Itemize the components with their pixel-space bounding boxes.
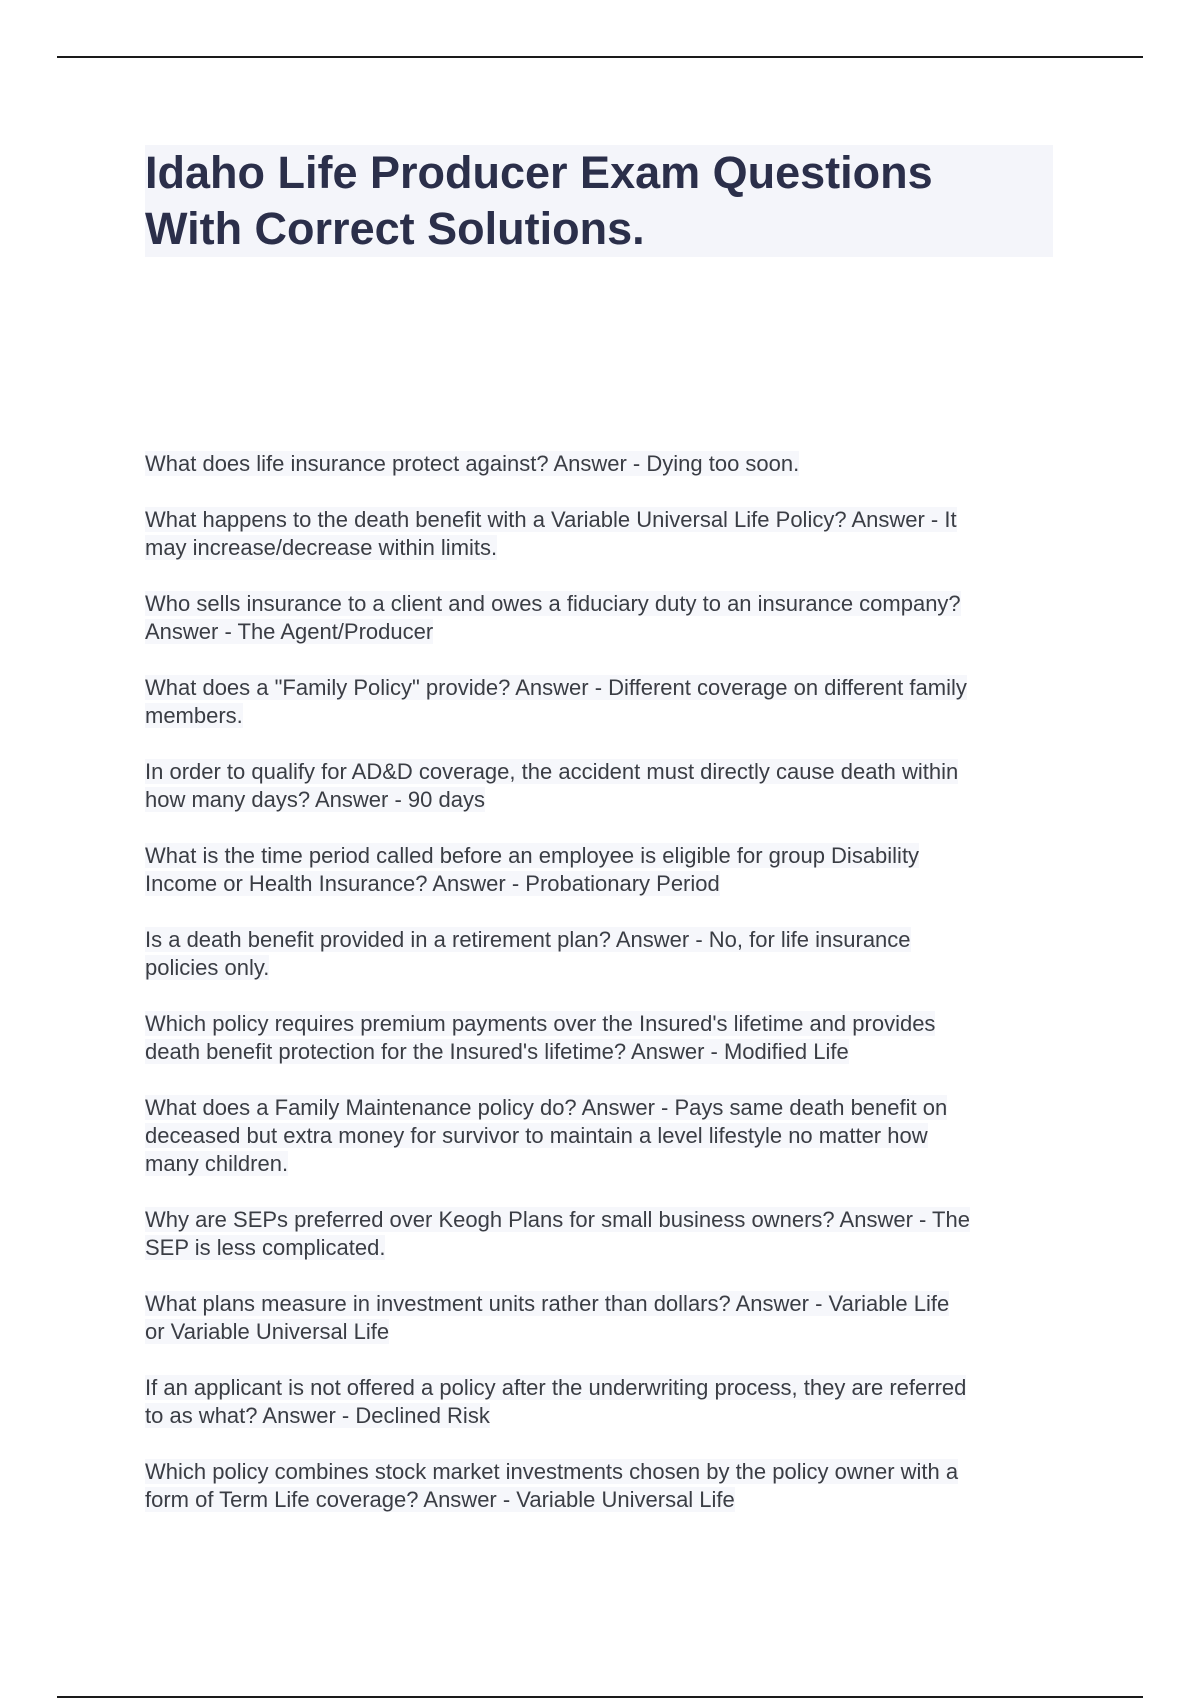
qa-line: Who sells insurance to a client and owes a fiduciary duty to an insurance company? bbox=[145, 591, 961, 616]
qa-line: What does a Family Maintenance policy do? Answer - Pays same death benefit on bbox=[145, 1095, 948, 1120]
qa-line: deceased but extra money for survivor to maintain a level lifestyle no matter how bbox=[145, 1123, 928, 1148]
qa-line: What plans measure in investment units rather than dollars? Answer - Variable Life bbox=[145, 1291, 950, 1316]
qa-line: Which policy combines stock market investments chosen by the policy owner with a bbox=[145, 1459, 959, 1484]
qa-line: how many days? Answer - 90 days bbox=[145, 787, 485, 812]
qa-line: In order to qualify for AD&D coverage, the accident must directly cause death within bbox=[145, 759, 959, 784]
qa-item bbox=[145, 1374, 1065, 1430]
qa-line: Answer - The Agent/Producer bbox=[145, 619, 434, 644]
qa-line: or Variable Universal Life bbox=[145, 1319, 390, 1344]
title-line-1: Idaho Life Producer Exam Questions bbox=[145, 147, 933, 198]
qa-line: members. bbox=[145, 703, 243, 728]
qa-line: What does life insurance protect against? Answer - Dying too soon. bbox=[145, 451, 800, 476]
qa-item bbox=[145, 842, 1065, 898]
qa-item bbox=[145, 758, 1065, 814]
qa-line: Income or Health Insurance? Answer - Probationary Period bbox=[145, 871, 720, 896]
qa-line: many children. bbox=[145, 1151, 289, 1176]
qa-item bbox=[145, 1206, 1065, 1262]
qa-item bbox=[145, 1094, 1065, 1178]
qa-line: to as what? Answer - Declined Risk bbox=[145, 1403, 490, 1428]
qa-line: What is the time period called before an employee is eligible for group Disability bbox=[145, 843, 920, 868]
qa-item bbox=[145, 1290, 1065, 1346]
title-block bbox=[145, 145, 1053, 257]
qa-item bbox=[145, 590, 1065, 646]
qa-line: Is a death benefit provided in a retirement plan? Answer - No, for life insurance bbox=[145, 927, 911, 952]
qa-item bbox=[145, 506, 1065, 562]
title-line-2: With Correct Solutions. bbox=[145, 203, 645, 254]
bottom-rule bbox=[57, 1696, 1143, 1698]
qa-item bbox=[145, 674, 1065, 730]
qa-item bbox=[145, 450, 1065, 478]
qa-line: policies only. bbox=[145, 955, 270, 980]
qa-line: form of Term Life coverage? Answer - Variable Universal Life bbox=[145, 1487, 735, 1512]
qa-line: may increase/decrease within limits. bbox=[145, 535, 498, 560]
qa-line: death benefit protection for the Insured's lifetime? Answer - Modified Life bbox=[145, 1039, 849, 1064]
qa-line: Why are SEPs preferred over Keogh Plans for small business owners? Answer - The bbox=[145, 1207, 970, 1232]
qa-item bbox=[145, 1458, 1065, 1514]
qa-line: What does a "Family Policy" provide? Answer - Different coverage on different family bbox=[145, 675, 967, 700]
qa-line: SEP is less complicated. bbox=[145, 1235, 386, 1260]
qa-line: What happens to the death benefit with a Variable Universal Life Policy? Answer - It bbox=[145, 507, 957, 532]
qa-line: If an applicant is not offered a policy after the underwriting process, they are referred bbox=[145, 1375, 967, 1400]
qa-item bbox=[145, 1010, 1065, 1066]
qa-list bbox=[145, 450, 1065, 1542]
qa-item bbox=[145, 926, 1065, 982]
document-title bbox=[145, 145, 1053, 257]
qa-line: Which policy requires premium payments over the Insured's lifetime and provides bbox=[145, 1011, 936, 1036]
top-rule bbox=[57, 56, 1143, 58]
